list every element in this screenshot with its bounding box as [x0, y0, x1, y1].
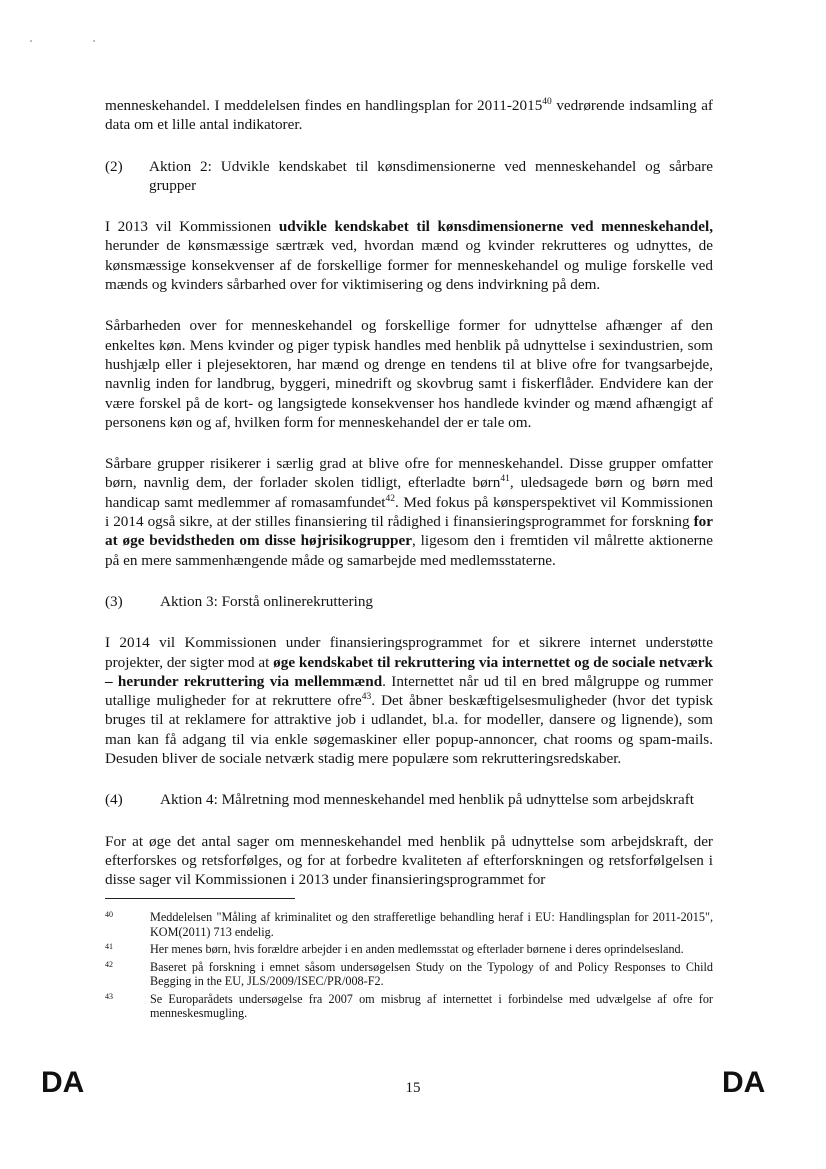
footnote — [105, 910, 713, 939]
paragraph-labour-exploitation: For at øge det antal sager om menneskehandel med henblik på udnyttelse som arbejdskraft, der efterforskes og retsforfølges, og for at forbedre kvaliteten af efterforskningen og retsforfølgelsen i disse sager vil Kommissionen i 2013 under finansieringsprogrammet for — [105, 832, 713, 889]
action-number: (4) — [105, 791, 123, 809]
footnote-separator — [105, 898, 295, 899]
footnote — [105, 992, 713, 1021]
paragraph-vulnerability: Sårbarheden over for menneskehandel og forskellige former for udnyttelse afhænger af den enkeltes køn. Mens kvinder og piger typisk handles med henblik på udnyttelse i sexindustrien, som hushjælp eller i plejesektoren, har mænd og drenge en tendens til at blive ofre for tvangsarbejde, navnlig inden for landbrug, byggeri, minedrift og skovbrug samt i fiskerflåder. Endvidere kan der være forskel på de kort- og langsigtede konsekvenser hos handlede kvinder og mænd afhængigt af personens køn og af, hvilken form for menneskehandel der er tale om. — [105, 317, 713, 431]
footnote-text: Baseret på forskning i emnet såsom undersøgelsen Study on the Typology of and Policy Responses to Child Begging in the EU, JLS/2009/ISEC/PR/008-F2. — [150, 959, 713, 988]
footnote-number: 40 — [105, 910, 113, 919]
emphasis-text: udvikle kendskabet til kønsdimensionerne ved menneskehandel, — [278, 218, 713, 236]
language-code-left: DA — [41, 1066, 85, 1099]
emphasis-text: øge kendskabet til rekruttering via internettet og de sociale netværk – herunder rekruttering via mellemmænd — [105, 653, 713, 690]
document-body — [105, 96, 713, 890]
paragraph-online-recruitment: I 2014 vil Kommissionen under finansieringsprogrammet for et sikrere internet understøtte projekter, der sigter mod at øge kendskabet til rekruttering via internettet og de sociale netværk – herunder rekruttering via mellemmænd. Internettet når ud til en bred målgruppe og rummer utallige muligheder for at rekruttere ofre$^{43}$. Det åbner beskæftigelsesmuligheder (hvor det typisk bruges til at reklamere for attraktive job i udlandet, bl.a. for modeller, dansere og lignende), som man kan få adgang til via enkle søgemaskiner eller popup-annoncer, chat rooms og spam-mails. Desuden bliver de sociale netværk stadig mere populære som rekrutteringsredskaber. — [105, 634, 713, 768]
paragraph-gender-dimensions: I 2013 vil Kommissionen udvikle kendskabet til kønsdimensionerne ved menneskehandel, herunder de kønsmæssige særtræk ved, hvordan mænd og kvinder rekrutteres og udnyttes, de kønsmæssige konsekvenser af de forskellige former for menneskehandel og mulige forskelle ved mænds og kvinders sårbarhed over for viktimisering og dens indvirkning på dem. — [105, 218, 713, 294]
action-2-heading — [105, 157, 713, 196]
scan-speck — [93, 40, 95, 42]
footnote-ref-43[interactable]: 43 — [361, 692, 372, 703]
footnote — [105, 960, 713, 989]
intro-paragraph: menneskehandel. I meddelelsen findes en handlingsplan for 2011-2015$^{40}$ vedrørende indsamling af data om et lille antal indikatorer. — [105, 97, 713, 134]
action-number: (3) — [105, 592, 123, 610]
footnotes — [105, 910, 713, 1024]
action-title: Aktion 2: Udvikle kendskabet til kønsdimensionerne ved menneskehandel og sårbare grupper — [149, 157, 713, 194]
footnote-text: Meddelelsen "Måling af kriminalitet og den strafferetlige behandling heraf i EU: Handlingsplan for 2011-2015", KOM(2011) 713 endelig. — [150, 910, 713, 939]
scan-speck — [30, 40, 32, 42]
footnote-text: Se Europarådets undersøgelse fra 2007 om misbrug af internettet i forbindelse med udvælgelse af ofre for menneskesmugling. — [150, 991, 713, 1020]
footnote-text: Her menes børn, hvis forældre arbejder i en anden medlemsstat og efterlader børnene i deres oprindelsesland. — [150, 942, 684, 956]
action-title: Aktion 3: Forstå onlinerekruttering — [160, 592, 374, 610]
footnote-ref-41[interactable]: 41 — [500, 474, 510, 485]
emphasis-text: for at øge bevidstheden om disse højrisikogrupper — [105, 513, 713, 550]
footnote — [105, 942, 713, 957]
paragraph-vulnerable-groups: Sårbare grupper risikerer i særlig grad at blive ofre for menneskehandel. Disse grupper omfatter børn, navnlig dem, der forlader skolen tidligt, efterladte børn$^{41}$, uledsagede børn og børn med handicap samt medlemmer af romasamfundet$^{42}$. Med fokus på kønsperspektivet vil Kommissionen i 2014 også sikre, at der stilles finansiering til rådighed i finansieringsprogrammet for forskning for at øge bevidstheden om disse højrisikogrupper, ligesom den i fremtiden vil målrette aktionerne på en mere sammenhængende måde og samarbejde med medlemsstaterne. — [105, 455, 713, 569]
footnote-number: 43 — [105, 991, 113, 1001]
action-3-heading — [105, 592, 713, 611]
page-number: 15 — [405, 1080, 421, 1096]
language-code-right: DA — [722, 1066, 766, 1099]
footnote-number: 41 — [105, 942, 113, 951]
footnote-ref-42[interactable]: 42 — [385, 493, 396, 504]
action-number: (2) — [105, 157, 123, 175]
footnote-number: 42 — [105, 959, 113, 969]
footnote-ref-40[interactable]: 40 — [542, 97, 552, 107]
action-4-heading — [105, 790, 713, 809]
action-title: Aktion 4: Målretning mod menneskehandel med henblik på udnyttelse som arbejdskraft — [160, 791, 694, 809]
